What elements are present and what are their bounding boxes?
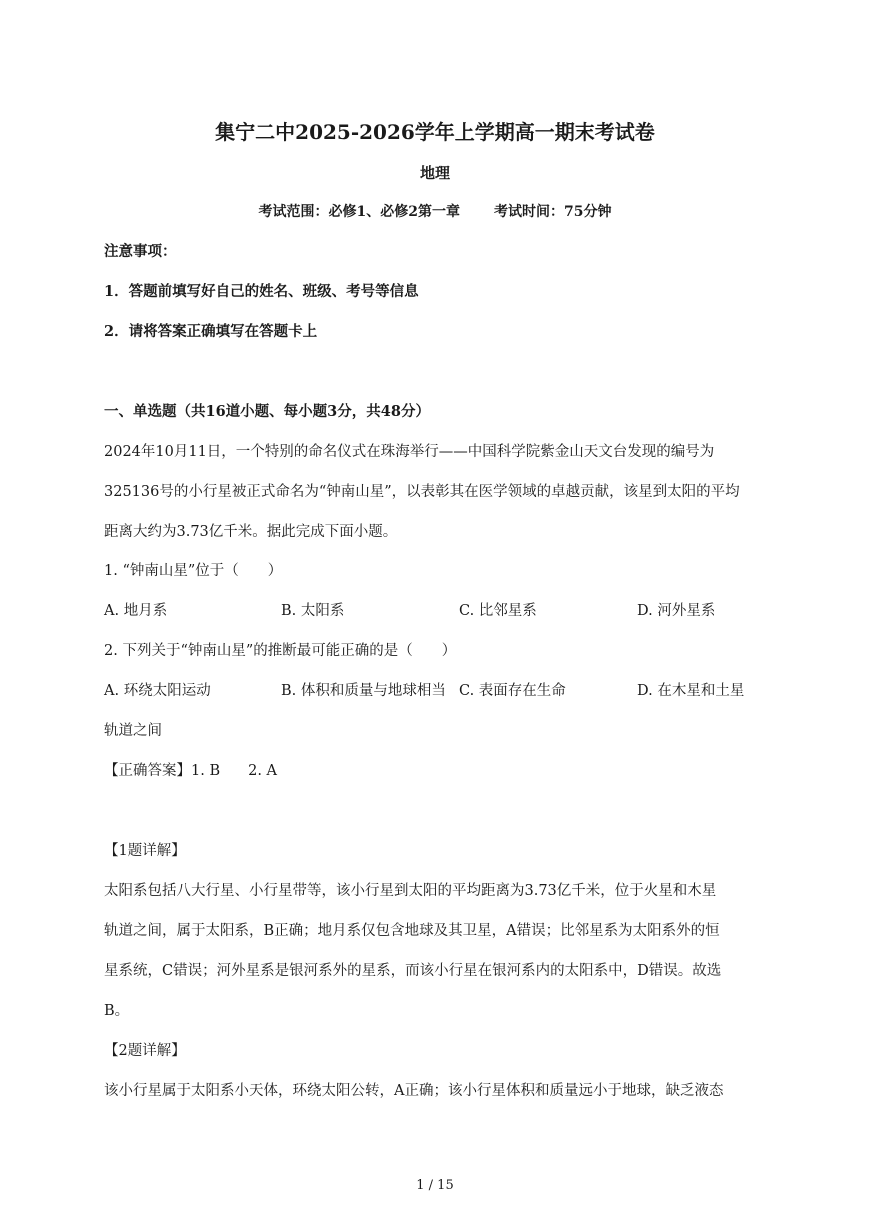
notice-item: 2．请将答案正确填写在答题卡上 bbox=[104, 323, 318, 340]
option-b: B. 体积和质量与地球相当 bbox=[281, 683, 446, 699]
exam-subject: 地理 bbox=[419, 164, 450, 182]
option-d: D. 河外星系 bbox=[637, 603, 716, 619]
explanation-line: 星系统，C错误；河外星系是银河系外的星系，而该小行星在银河系内的太阳系中，D错误。故选 bbox=[104, 963, 722, 979]
option-d: D. 在木星和土星 bbox=[637, 683, 745, 699]
answer-line bbox=[104, 759, 277, 780]
answer-label: 【正确答案】 bbox=[104, 763, 191, 779]
notice-item: 1．答题前填写好自己的姓名、班级、考号等信息 bbox=[104, 283, 419, 300]
explanation-heading: 【2题详解】 bbox=[104, 1043, 186, 1059]
option-c: C. 表面存在生命 bbox=[459, 683, 566, 699]
explanation-line: 太阳系包括八大行星、小行星带等，该小行星到太阳的平均距离为3.73亿千米，位于火星和木星 bbox=[104, 883, 717, 899]
exam-time: 考试时间：75分钟 bbox=[494, 204, 612, 220]
question-stem: 1. “钟南山星”位于（ ） bbox=[104, 563, 283, 579]
exam-scope: 考试范围：必修1、必修2第一章 bbox=[258, 204, 460, 220]
explanation-line: 该小行星属于太阳系小天体，环绕太阳公转，A正确；该小行星体积和质量远小于地球，缺乏液态 bbox=[104, 1083, 724, 1099]
question-stem: 2. 下列关于“钟南山星”的推断最可能正确的是（ ） bbox=[104, 643, 457, 659]
exam-title: 集宁二中2025-2026学年上学期高一期末考试卷 bbox=[215, 120, 655, 144]
passage-line: 2024年10月11日，一个特别的命名仪式在珠海举行——中国科学院紫金山天文台发现的编号为 bbox=[104, 444, 715, 460]
explanation-line: 轨道之间，属于太阳系，B正确；地月系仅包含地球及其卫星，A错误；比邻星系为太阳系外的恒 bbox=[104, 923, 720, 939]
option-c: C. 比邻星系 bbox=[459, 603, 537, 619]
option-a: A. 环绕太阳运动 bbox=[104, 683, 211, 699]
answer-2: 2. A bbox=[248, 763, 278, 779]
section-heading: 一、单选题（共16道小题、每小题3分，共48分） bbox=[104, 403, 430, 420]
option-b: B. 太阳系 bbox=[281, 603, 345, 619]
passage-line: 距离大约为3.73亿千米。据此完成下面小题。 bbox=[104, 524, 398, 540]
notice-heading: 注意事项： bbox=[104, 243, 177, 260]
answer-1: 1. B bbox=[191, 763, 221, 779]
exam-scope-line bbox=[0, 201, 870, 221]
explanation-line: B。 bbox=[104, 1003, 130, 1019]
option-a: A. 地月系 bbox=[104, 603, 168, 619]
explanation-heading: 【1题详解】 bbox=[104, 843, 186, 859]
passage-line: 325136号的小行星被正式命名为“钟南山星”，以表彰其在医学领域的卓越贡献，该星到太阳的平均 bbox=[104, 484, 740, 500]
option-continuation: 轨道之间 bbox=[104, 723, 162, 739]
page-number: 1 / 15 bbox=[416, 1178, 454, 1193]
